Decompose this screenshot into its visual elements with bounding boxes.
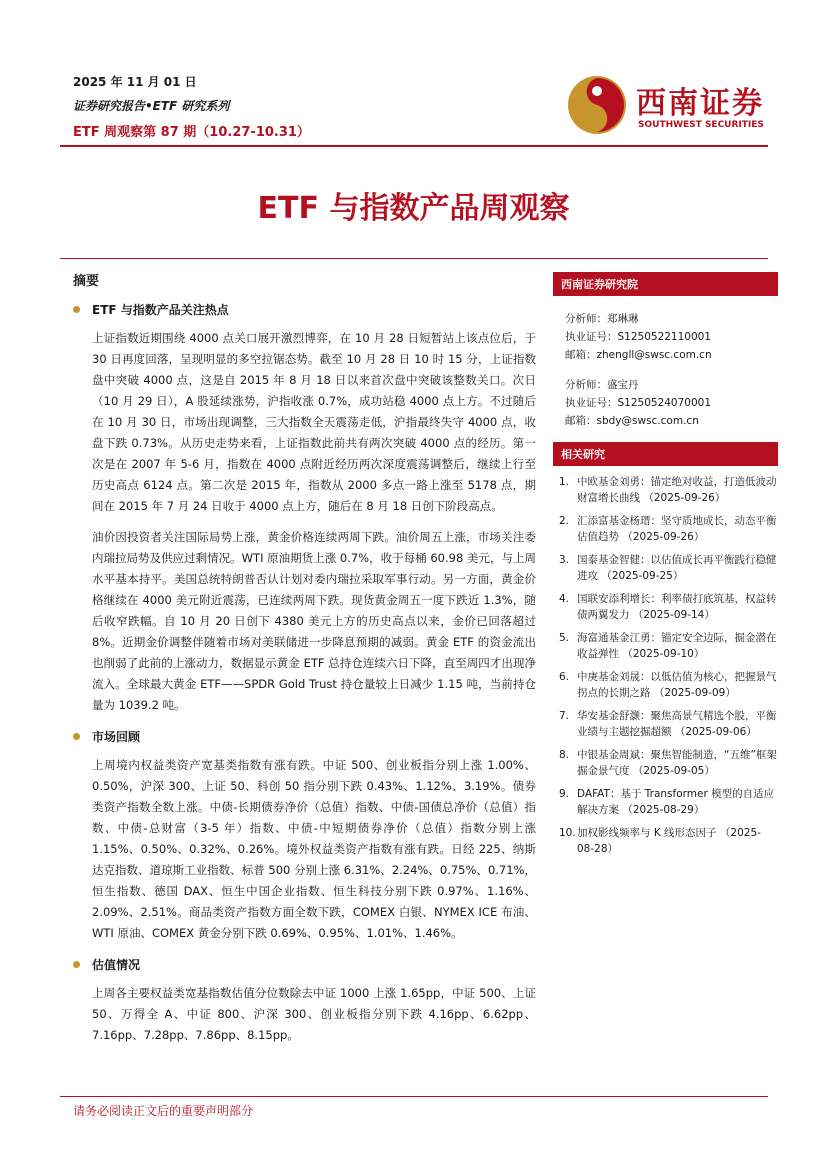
analyst-cert: 执业证号：S1250522110001 [565,331,712,343]
related-research-item[interactable] [559,747,778,779]
analyst-email[interactable]: 邮箱：sbdy@swsc.com.cn [565,415,699,427]
item-text: 中庚基金刘晟：以低估值为核心，把握景气拐点的长期之路 （2025-09-09） [577,671,777,699]
related-research-item[interactable] [559,669,778,701]
section-market-review [73,728,536,944]
item-number: 9. [559,788,570,800]
section-heading-text: 估值情况 [92,958,141,972]
header-divider [60,145,768,147]
item-number: 2. [559,515,570,527]
page-title: ETF 与指数产品周观察 [257,191,570,226]
item-text: 汇添富基金杨瑨：坚守质地成长，动态平衡估值趋势 （2025-09-26） [577,515,777,543]
sidebar [553,272,778,864]
footer-divider [60,1096,768,1097]
analyst-email[interactable]: 邮箱：zhengll@swsc.com.cn [565,349,712,361]
related-research-item[interactable] [559,513,778,545]
section-heading [73,728,536,745]
item-text: 国联安添利增长：利率债打底筑基，权益转债两翼发力 （2025-09-14） [577,593,777,621]
institute-heading: 西南证券研究院 [553,272,778,296]
section-heading-text: ETF 与指数产品关注热点 [92,303,229,317]
item-text: 中银基金周斌：聚焦智能制造，“五维”框架掘金景气度 （2025-09-05） [577,749,777,777]
related-research-item[interactable] [559,708,778,740]
section-valuation [73,956,536,1046]
analyst-name: 分析师：郑琳琳 [565,313,639,325]
paragraph: 油价因投资者关注国际局势上涨，黄金价格连续两周下跌。油价周五上涨，市场关注委内瑞拉局势及供应过剩情况。WTI 原油期货上涨 0.7%，收于每桶 60.98 美元，与上周水平基本持平。美国总统特朗普否认计划对委内瑞拉采取军事行动。另一方面，黄金价格继续在 4000 美元附近震荡，已连续两周下跌。现货黄金周五一度下跌近 1.3%，随后收窄跌幅。自 10 月 20 日创下 4380 美元上方的历史高点以来，金价已回落超过 8%。近期金价调整伴随着市场对美联储进一步降息预期的减弱。黄金 ETF 的资金流出也削弱了此前的上涨动力，数据显示黄金 ETF 总持仓连续六日下降，直至周四才出现净流入。全球最大黄金 ETF——SPDR Gold Trust 持仓量较上日减少 1.15 吨，当前持仓量为 1039.2 吨。 [92,530,536,712]
item-number: 10. [559,827,576,839]
related-research-item[interactable] [559,630,778,662]
related-research-item[interactable] [559,825,778,857]
item-number: 5. [559,632,570,644]
item-text: DAFAT：基于 Transformer 模型的自适应解决方案 （2025-08-29） [577,788,775,816]
item-number: 7. [559,710,570,722]
analyst-cert: 执业证号：S1250524070001 [565,397,712,409]
item-number: 8. [559,749,570,761]
related-research-item[interactable] [559,552,778,584]
item-number: 1. [559,476,570,488]
related-research-item[interactable] [559,591,778,623]
section-heading-text: 市场回顾 [92,730,141,744]
logo-chinese-name: 西南证券 [636,86,764,121]
item-text: 华安基金舒灏：聚焦高景气精选个股，平衡业绩与主题挖掘超额 （2025-09-06） [577,710,777,738]
bullet-dot-icon [73,306,80,313]
report-issue: ETF 周观察第 87 期（10.27-10.31） [73,125,310,140]
analyst-name: 分析师：盛宝丹 [565,379,639,391]
related-research-list [553,466,778,857]
bullet-dot-icon [73,733,80,740]
section-heading [73,956,536,973]
item-text: 海富通基金江勇：锚定安全边际，掘金潜在收益弹性 （2025-09-10） [577,632,777,660]
logo-english-name: SOUTHWEST SECURITIES [638,120,764,130]
item-text: 中欧基金刘勇：锚定绝对收益，打造低波动财富增长曲线 （2025-09-26） [577,476,777,504]
item-number: 4. [559,593,570,605]
title-divider [60,258,768,259]
bullet-dot-icon [73,961,80,968]
report-date: 2025 年 11 月 01 日 [73,75,197,89]
related-research-item[interactable] [559,474,778,506]
item-number: 3. [559,554,570,566]
report-series: 证券研究报告•ETF 研究系列 [73,99,230,113]
section-heading [73,301,536,318]
analyst-block [565,310,778,364]
company-logo [566,74,776,134]
analyst-block [565,376,778,430]
paragraph: 上周各主要权益类宽基指数估值分位数除去中证 1000 上涨 1.65pp，中证 500、上证 50、万得全 A、中证 800、沪深 300、创业板指分别下跌 4.16pp、6.62pp、7.16pp、7.28pp、7.86pp、8.15pp。 [92,986,536,1042]
section-hotspots [73,301,536,716]
paragraph: 上证指数近期围绕 4000 点关口展开激烈博弈，在 10 月 28 日短暂站上该点位后，于 30 日再度回落，呈现明显的多空拉锯态势。截至 10 月 28 日 10 时 15 分，上证指数盘中突破 4000 点，这是自 2015 年 8 月 18 日以来首次盘中突破该整数关口。次日（10 月 29 日），A 股延续涨势，沪指收涨 0.7%，成功站稳 4000 点上方。不过随后在 10 月 30 日，市场出现调整，三大指数全天震荡走低，沪指最终失守 4000 点，收盘下跌 0.73%。从历史走势来看，上证指数此前共有两次突破 4000 点的经历。第一次是在 2007 年 5-6 月，指数在 4000 点附近经历两次深度震荡调整后，继续上行至历史高点 6124 点。第二次是 2015 年，指数从 2000 多点一路上涨至 5178 点，期间在 2015 年 7 月 24 日收于 4000 点上方，随后在 8 月 18 日创下阶段高点。 [92,331,536,513]
paragraph: 上周境内权益类资产宽基类指数有涨有跌。中证 500、创业板指分别上涨 1.00%、0.50%，沪深 300、上证 50、科创 50 指分别下跌 0.43%、1.12%、3.19%。债券类资产指数全数上涨。中债-长期债券净价（总值）指数、中债-国债总净价（总值）指数、中债-总财富（3-5 年）指数、中债-中短期债券净价（总值）指数分别上涨 1.15%、0.50%、0.32%、0.26%。境外权益类资产指数有涨有跌。日经 225、纳斯达克指数、道琼斯工业指数、标普 500 分别上涨 6.31%、2.24%、0.75%、0.71%，恒生指数、德国 DAX、恒生中国企业指数、恒生科技分别下跌 0.97%、1.16%、2.09%、2.51%。商品类资产指数方面全数下跌，COMEX 白银、NYMEX ICE 布油、WTI 原油、COMEX 黄金分别下跌 0.69%、0.95%、1.01%、1.46%。 [92,758,536,940]
abstract-column [73,270,536,1056]
related-research-heading: 相关研究 [553,442,778,466]
logo-emblem-icon [566,74,628,136]
item-text: 国泰基金智健：以估值成长再平衡践行稳健进攻 （2025-09-25） [577,554,777,582]
related-research-item[interactable] [559,786,778,818]
item-text: 加权影线频率与 K 线形态因子 （2025-08-28） [577,827,761,855]
footer-notice: 请务必阅读正文后的重要声明部分 [73,1104,254,1118]
abstract-heading: 摘要 [73,274,100,289]
item-number: 6. [559,671,570,683]
analyst-list [553,296,778,430]
